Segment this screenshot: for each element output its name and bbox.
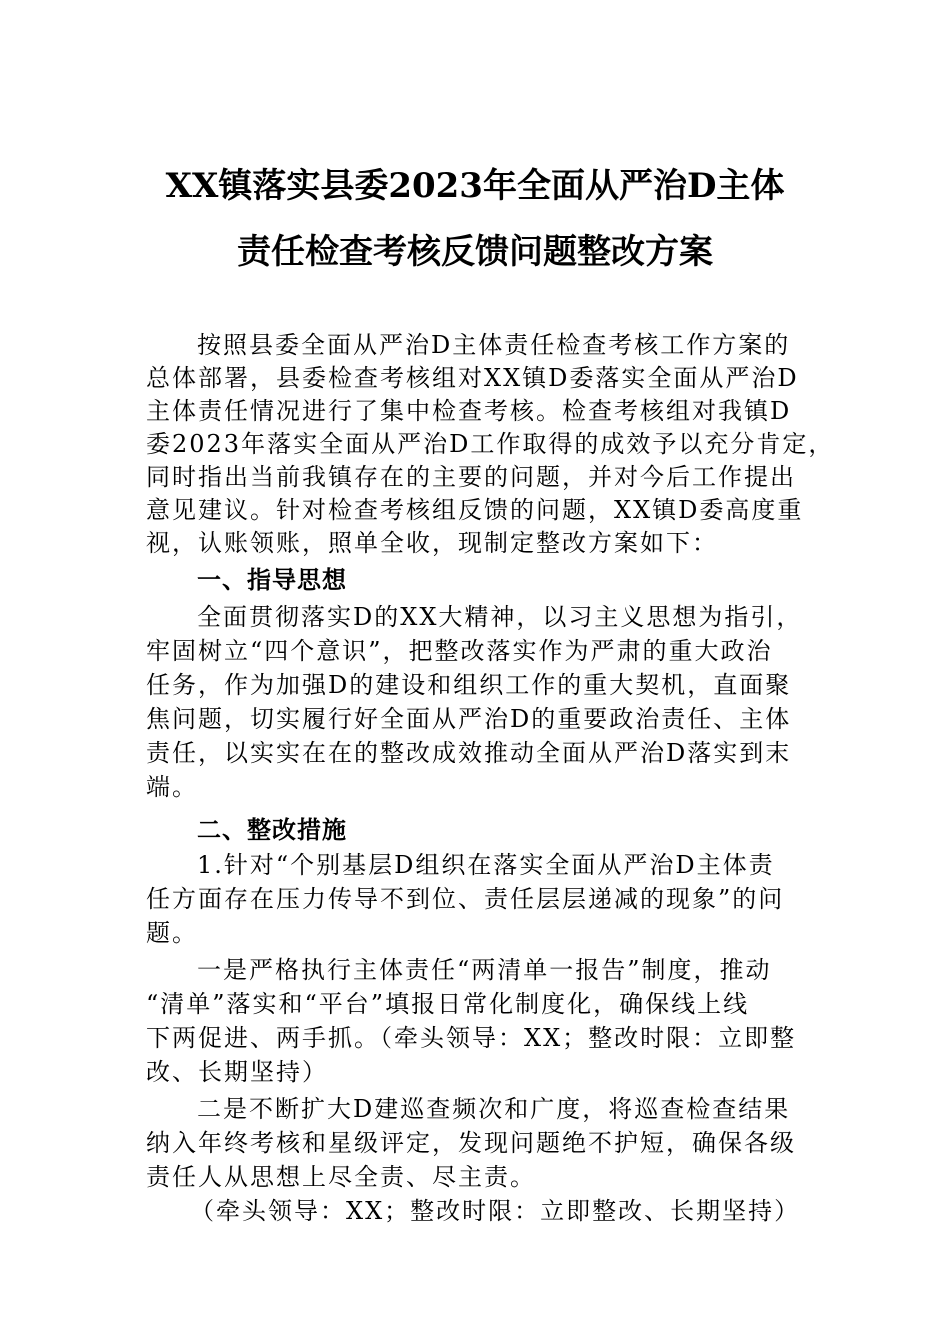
intro-line: 意见建议。针对检查考核组反馈的问题，XX镇D委高度重 [146, 496, 804, 524]
measure1-line: “清单”落实和“平台”填报日常化制度化，确保线上线 [146, 990, 750, 1018]
measure2-line: 责任人从思想上尽全责、尽主责。 [146, 1163, 536, 1191]
section1-line: 全面贯彻落实D的XX大精神，以习主义思想为指引， [197, 603, 803, 631]
measure2-line: 纳入年终考核和星级评定，发现问题绝不护短，确保各级 [146, 1129, 796, 1157]
document-title-line2: 责任检查考核反馈问题整改方案 [237, 232, 713, 272]
section-heading-measures: 二、整改措施 [197, 816, 347, 844]
section1-line: 焦问题，切实履行好全面从严治D的重要政治责任、主体 [146, 705, 792, 733]
measure2-note: （牵头领导：XX；整改时限：立即整改、长期坚持） [190, 1197, 801, 1225]
intro-line: 按照县委全面从严治D主体责任检查考核工作方案的 [197, 331, 791, 359]
section1-line: 端。 [146, 773, 198, 801]
item1-line: 题。 [146, 919, 198, 947]
item1-line: 1.针对“个别基层D组织在落实全面从严治D主体责 [197, 851, 775, 879]
item1-line: 任方面存在压力传导不到位、责任层层递减的现象”的问 [146, 885, 785, 913]
document-title-line1: XX镇落实县委2023年全面从严治D主体 [165, 166, 785, 206]
section1-line: 责任，以实实在在的整改成效推动全面从严治D落实到末 [146, 739, 792, 767]
measure1-line: 下两促进、两手抓。（牵头领导：XX；整改时限：立即整 [146, 1024, 797, 1052]
measure1-line: 一是严格执行主体责任“两清单一报告”制度，推动 [197, 956, 772, 984]
intro-line: 委2023年落实全面从严治D工作取得的成效予以充分肯定， [146, 430, 835, 458]
intro-line: 主体责任情况进行了集中检查考核。检查考核组对我镇D [146, 397, 792, 425]
intro-line: 视，认账领账，照单全收，现制定整改方案如下： [146, 529, 718, 557]
measure2-line: 二是不断扩大D建巡查频次和广度，将巡查检查结果 [197, 1095, 791, 1123]
intro-line: 总体部署，县委检查考核组对XX镇D委落实全面从严治D [146, 364, 799, 392]
intro-line: 同时指出当前我镇存在的主要的问题，并对今后工作提出 [146, 463, 796, 491]
section1-line: 牢固树立“四个意识”，把整改落实作为严肃的重大政治 [146, 637, 773, 665]
measure1-line: 改、长期坚持） [146, 1058, 328, 1086]
section-heading-guiding-thought: 一、指导思想 [197, 566, 347, 594]
section1-line: 任务，作为加强D的建设和组织工作的重大契机，直面聚 [146, 671, 792, 699]
